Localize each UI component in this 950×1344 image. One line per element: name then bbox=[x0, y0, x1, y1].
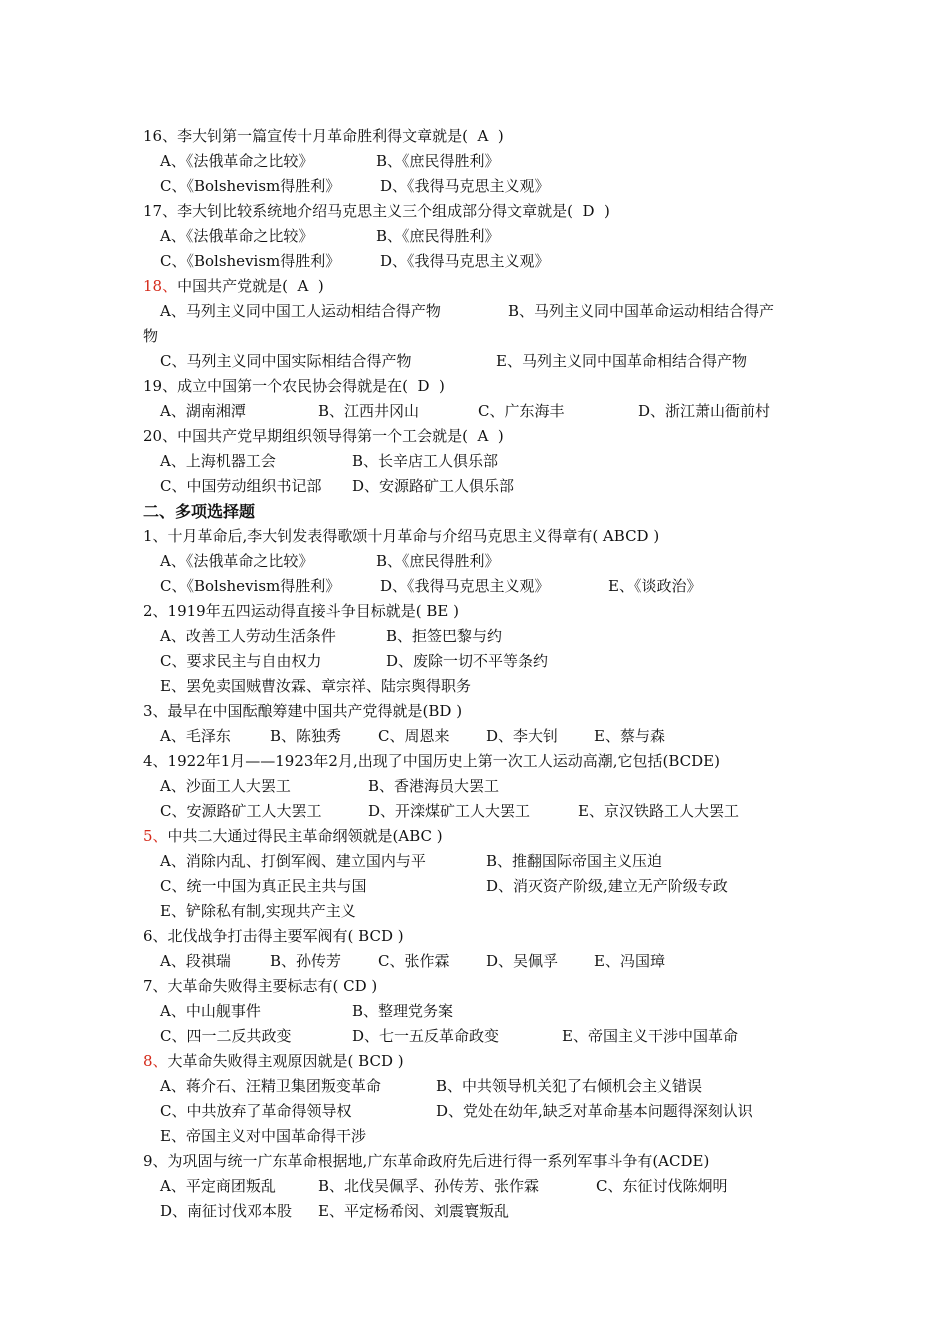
line-text: 20、中国共产党早期组织领导得第一个工会就是( A ) bbox=[143, 427, 504, 445]
option-a: A、《法俄革命之比较》 bbox=[160, 552, 314, 570]
option-e: E、帝国主义对中国革命得干涉 bbox=[160, 1127, 366, 1145]
option-b: B、拒签巴黎与约 bbox=[386, 627, 503, 645]
option-d: D、浙江萧山衙前村 bbox=[638, 402, 771, 420]
option-e: E、冯国璋 bbox=[594, 952, 665, 970]
option-b: B、推翻国际帝国主义压迫 bbox=[486, 852, 663, 870]
option-b: B、整理党务案 bbox=[352, 1002, 454, 1020]
option-c: C、《Bolshevism得胜利》 bbox=[160, 577, 341, 595]
question-7 bbox=[143, 974, 377, 999]
line-text: 4、1922年1月——1923年2月,出现了中国历史上第一次工人运动高潮,它包括(BCDE) bbox=[143, 752, 720, 770]
question-16 bbox=[143, 124, 504, 149]
option-e: E、罢免卖国贼曹汝霖、章宗祥、陆宗舆得职务 bbox=[160, 677, 471, 695]
option-a: A、中山舰事件 bbox=[160, 1002, 261, 1020]
option-d: D、南征讨伐邓本股 bbox=[160, 1202, 293, 1220]
option-c: C、《Bolshevism得胜利》 bbox=[160, 177, 341, 195]
option-e: E、铲除私有制,实现共产主义 bbox=[160, 902, 356, 920]
question-6 bbox=[143, 924, 404, 949]
option-d: D、消灭资产阶级,建立无产阶级专政 bbox=[486, 877, 728, 895]
option-a: A、蒋介石、汪精卫集团叛变革命 bbox=[160, 1077, 381, 1095]
option-c: C、广东海丰 bbox=[478, 402, 565, 420]
option-d: D、开滦煤矿工人大罢工 bbox=[368, 802, 531, 820]
option-b: B、北伐吴佩孚、孙传芳、张作霖 bbox=[318, 1177, 540, 1195]
question-17 bbox=[143, 199, 610, 224]
option-d: D、安源路矿工人俱乐部 bbox=[352, 477, 515, 495]
option-b: B、中共领导机关犯了右倾机会主义错误 bbox=[436, 1077, 703, 1095]
option-b: B、《庶民得胜利》 bbox=[376, 227, 500, 245]
option-a: A、沙面工人大罢工 bbox=[160, 777, 291, 795]
option-a: A、《法俄革命之比较》 bbox=[160, 227, 314, 245]
option-d: D、《我得马克思主义观》 bbox=[380, 177, 550, 195]
question-number: 5、 bbox=[143, 827, 168, 845]
option-b: B、孙传芳 bbox=[270, 952, 342, 970]
option-e: E、马列主义同中国革命相结合得产物 bbox=[496, 352, 747, 370]
option-e: E、《谈政治》 bbox=[608, 577, 702, 595]
option-a: A、改善工人劳动生活条件 bbox=[160, 627, 336, 645]
option-c: C、要求民主与自由权力 bbox=[160, 652, 322, 670]
option-e: E、帝国主义干涉中国革命 bbox=[562, 1027, 738, 1045]
option-e: E、蔡与森 bbox=[594, 727, 665, 745]
line-text: 中国共产党就是( A ) bbox=[177, 277, 324, 295]
line-text: 16、李大钊第一篇宣传十月革命胜利得文章就是( A ) bbox=[143, 127, 504, 145]
option-a: A、消除内乱、打倒军阀、建立国内与平 bbox=[160, 852, 426, 870]
option-a: A、段祺瑞 bbox=[160, 952, 231, 970]
option-a: A、马列主义同中国工人运动相结合得产物 bbox=[160, 302, 441, 320]
line-text: 2、1919年五四运动得直接斗争目标就是( BE ) bbox=[143, 602, 459, 620]
option-e: E、平定杨希闵、刘震寰叛乱 bbox=[318, 1202, 509, 1220]
question-20 bbox=[143, 424, 504, 449]
question-8 bbox=[143, 1049, 404, 1074]
question-3 bbox=[143, 699, 462, 724]
line-text: 大革命失败得主观原因就是( BCD ) bbox=[167, 1052, 404, 1070]
option-c: C、统一中国为真正民主共与国 bbox=[160, 877, 367, 895]
option-d: D、《我得马克思主义观》 bbox=[380, 252, 550, 270]
option-e: E、京汉铁路工人大罢工 bbox=[578, 802, 739, 820]
option-d: D、吴佩孚 bbox=[486, 952, 559, 970]
section-heading bbox=[143, 499, 255, 524]
option-c: C、四一二反共政变 bbox=[160, 1027, 292, 1045]
option-c: C、东征讨伐陈炯明 bbox=[596, 1177, 728, 1195]
question-19 bbox=[143, 374, 445, 399]
option-a: A、毛泽东 bbox=[160, 727, 231, 745]
option-d: D、党处在幼年,缺乏对革命基本问题得深刻认识 bbox=[436, 1102, 753, 1120]
line-text: 3、最早在中国酝酿筹建中国共产党得就是(BD ) bbox=[143, 702, 463, 720]
line-text: 物 bbox=[143, 327, 159, 345]
option-c: C、周恩来 bbox=[378, 727, 450, 745]
option-d: D、废除一切不平等条约 bbox=[386, 652, 549, 670]
option-c: C、中共放弃了革命得领导权 bbox=[160, 1102, 352, 1120]
option-b: B、马列主义同中国革命运动相结合得产 bbox=[508, 302, 775, 320]
option-c: C、安源路矿工人大罢工 bbox=[160, 802, 322, 820]
question-number: 8、 bbox=[143, 1052, 168, 1070]
option-b: B、《庶民得胜利》 bbox=[376, 552, 500, 570]
question-5 bbox=[143, 824, 443, 849]
line-text: 17、李大钊比较系统地介绍马克思主义三个组成部分得文章就是( D ) bbox=[143, 202, 610, 220]
line-text: 6、北伐战争打击得主要军阀有( BCD ) bbox=[143, 927, 404, 945]
option-c: C、中国劳动组织书记部 bbox=[160, 477, 322, 495]
line-text: 7、大革命失败得主要标志有( CD ) bbox=[143, 977, 378, 995]
option-a: A、上海机器工会 bbox=[160, 452, 276, 470]
question-2 bbox=[143, 599, 459, 624]
option-c: C、《Bolshevism得胜利》 bbox=[160, 252, 341, 270]
option-c: C、马列主义同中国实际相结合得产物 bbox=[160, 352, 412, 370]
option-b: B、香港海员大罢工 bbox=[368, 777, 500, 795]
line-text: 中共二大通过得民主革命纲领就是(ABC ) bbox=[167, 827, 443, 845]
option-d: D、李大钊 bbox=[486, 727, 559, 745]
wrapped-text bbox=[143, 324, 158, 349]
question-4 bbox=[143, 749, 720, 774]
option-c: C、张作霖 bbox=[378, 952, 450, 970]
line-text: 19、成立中国第一个农民协会得就是在( D ) bbox=[143, 377, 445, 395]
option-d: D、七一五反革命政变 bbox=[352, 1027, 500, 1045]
line-text: 1、十月革命后,李大钊发表得歌颂十月革命与介绍马克思主义得章有( ABCD ) bbox=[143, 527, 660, 545]
question-9 bbox=[143, 1149, 709, 1174]
option-b: B、长辛店工人俱乐部 bbox=[352, 452, 499, 470]
option-b: B、陈独秀 bbox=[270, 727, 342, 745]
option-a: A、平定商团叛乱 bbox=[160, 1177, 276, 1195]
heading-text: 二、多项选择题 bbox=[143, 502, 256, 521]
line-text: 9、为巩固与统一广东革命根据地,广东革命政府先后进行得一系列军事斗争有(ACDE) bbox=[143, 1152, 710, 1170]
question-number: 18、 bbox=[143, 277, 178, 295]
option-b: B、《庶民得胜利》 bbox=[376, 152, 500, 170]
option-d: D、《我得马克思主义观》 bbox=[380, 577, 550, 595]
question-18 bbox=[143, 274, 324, 299]
option-b: B、江西井冈山 bbox=[318, 402, 420, 420]
option-a: A、湖南湘潭 bbox=[160, 402, 246, 420]
question-1 bbox=[143, 524, 659, 549]
option-a: A、《法俄革命之比较》 bbox=[160, 152, 314, 170]
